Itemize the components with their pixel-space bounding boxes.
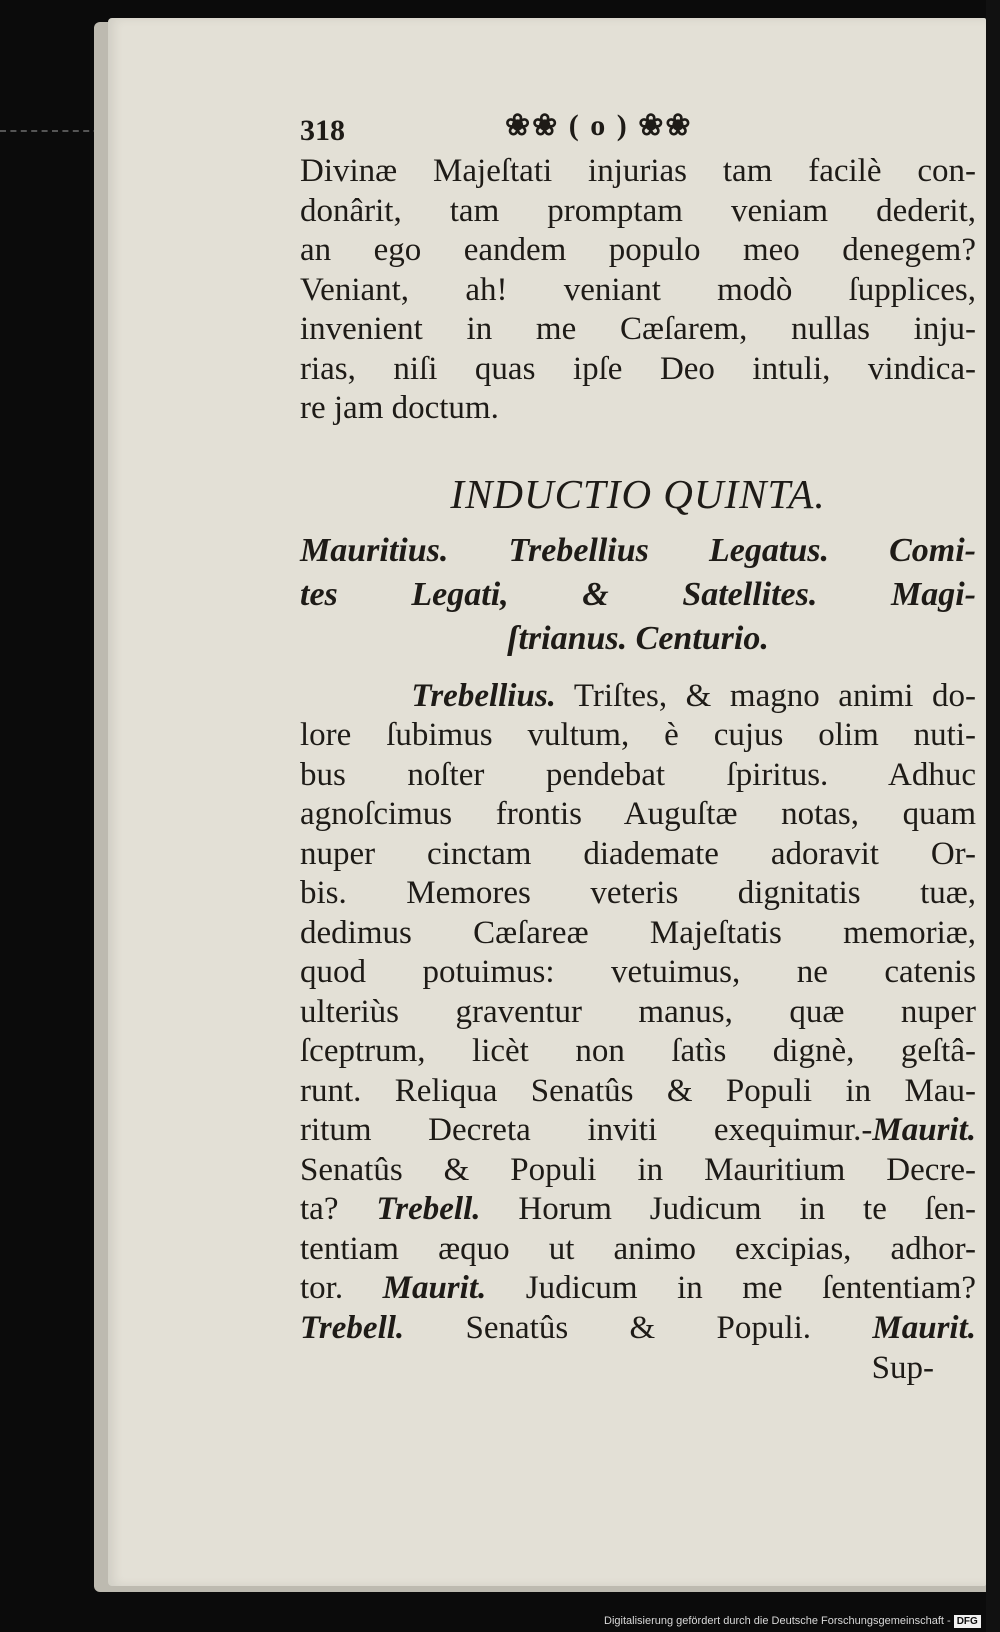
text-line (300, 1190, 976, 1230)
footer-text: Digitalisierung gefördert durch die Deutsche Forschungsgemeinschaft - (604, 1615, 951, 1627)
text-line: tentiam æquo ut animo excipias, adhor- (300, 1230, 976, 1267)
speech-text: Judicum in me ſententiam? (525, 1270, 977, 1306)
text-line: rias, niſi quas ipſe Deo intuli, vindica- (300, 350, 976, 387)
speaker-name: Maurit. (382, 1270, 487, 1306)
catchword: Sup- (871, 1350, 934, 1386)
speaker-name: Maurit. (872, 1309, 976, 1346)
dfg-logo: DFG (954, 1615, 981, 1628)
dramatis-personae (300, 529, 976, 661)
text-line (300, 1111, 976, 1151)
persons-line: ſtrianus. Centurio. (507, 619, 769, 657)
speech-text: Senatûs & Populi. (465, 1309, 812, 1346)
text-line: bus noſter pendebat ſpiritus. Adhuc (300, 756, 976, 793)
text-line (300, 1269, 976, 1309)
text-line: nuper cinctam diademate adoravit Or- (300, 835, 976, 872)
speaker-name: Trebell. (300, 1309, 405, 1346)
running-head-ornament: ❀❀ ( o ) ❀❀ (505, 109, 693, 142)
text-line: bis. Memores veteris dignitatis tuæ, (300, 875, 976, 911)
speaker-name: Trebell. (376, 1191, 481, 1227)
text-line: an ego eandem populo meo denegem? (300, 232, 976, 268)
page-header (300, 108, 976, 152)
speech-paragraph (300, 677, 976, 1349)
speech-text: Triſtes, & magno animi do- (573, 677, 977, 714)
text-line: donârit, tam promptam veniam dederit, (300, 192, 976, 229)
right-dark-edge (986, 0, 1000, 1632)
persons-line: tes Legati, & Satellites. Magi- (300, 575, 976, 613)
speaker-name: Maurit. (872, 1112, 976, 1148)
speech-text: tor. (300, 1270, 344, 1306)
speech-first-line (300, 677, 976, 717)
section-title: INDUCTIO QUINTA. (450, 470, 826, 517)
text-line: dedimus Cæſareæ Majeſtatis memoriæ, (300, 914, 976, 951)
persons-line: Mauritius. Trebellius Legatus. Comi- (300, 531, 976, 569)
text-line: Veniant, ah! veniant modò ſupplices, (300, 271, 976, 308)
text-line: re jam doctum. (300, 390, 499, 426)
speaker-name: Trebellius. (411, 677, 556, 714)
digitization-footer (604, 1613, 981, 1629)
text-line: lore ſubimus vultum, è cujus olim nuti- (300, 717, 976, 753)
page-number: 318 (300, 114, 345, 147)
text-line: ulteriùs graventur manus, quæ nuper (300, 993, 976, 1030)
text-line: Senatûs & Populi in Mauritium Decre- (300, 1151, 976, 1188)
page-content (300, 108, 976, 1388)
speech-text: ritum Decreta inviti exequimur.- (300, 1112, 873, 1148)
speech-text: Horum Judicum in te ſen- (518, 1191, 977, 1227)
speech-text: ta? (300, 1191, 339, 1227)
text-line: invenient in me Cæſarem, nullas inju- (300, 311, 976, 347)
text-line: Divinæ Majeſtati injurias tam facilè con- (300, 153, 976, 189)
paragraph-1 (300, 152, 976, 429)
text-line: runt. Reliqua Senatûs & Populi in Mau- (300, 1072, 976, 1109)
text-line: ſceptrum, licèt non ſatìs dignè, geſtâ- (300, 1033, 976, 1069)
text-line (300, 1309, 976, 1349)
text-line: quod potuimus: vetuimus, ne catenis (300, 954, 976, 990)
text-line: agnoſcimus frontis Auguſtæ notas, quam (300, 796, 976, 832)
